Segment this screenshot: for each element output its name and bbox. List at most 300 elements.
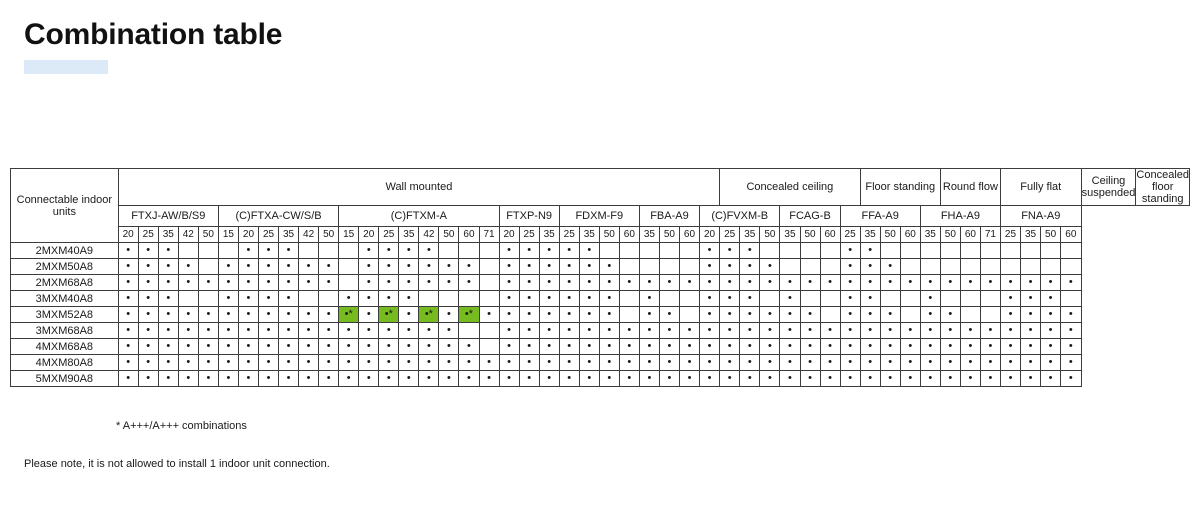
table-header [11,169,1190,243]
combination-cell [619,259,639,275]
dot-marker: • [948,340,953,353]
combination-cell [559,307,579,323]
dot-marker: • [1008,372,1013,385]
dot-marker: • [527,292,532,305]
model-header: FFA-A9 [840,206,920,227]
combination-cell [258,259,278,275]
combination-cell [700,371,720,387]
combination-cell [399,355,419,371]
dot-marker: • [266,260,271,273]
combination-cell [599,339,619,355]
combination-cell [178,291,198,307]
combination-cell [820,307,840,323]
dot-marker: • [206,308,211,321]
combination-cell [138,291,158,307]
combination-cell [138,323,158,339]
dot-marker: • [607,308,612,321]
row-label: 3MXM40A8 [11,291,119,307]
dot-marker: • [667,324,672,337]
dot-marker: • [126,372,131,385]
combination-cell [399,275,419,291]
combination-cell [499,339,519,355]
combination-cell [880,371,900,387]
combination-cell [279,259,299,275]
combination-cell [319,371,339,387]
combination-cell [720,323,740,339]
dot-marker: • [647,292,652,305]
dot-marker: • [747,356,752,369]
dot-marker: • [326,276,331,289]
combination-cell [1041,371,1061,387]
dot-marker: • [186,372,191,385]
dot-marker: • [888,308,893,321]
dot-marker: • [226,308,231,321]
dot-marker: • [126,356,131,369]
combination-cell [639,355,659,371]
dot-marker: • [727,340,732,353]
combination-cell [379,259,399,275]
combination-cell [238,307,258,323]
model-header: FTXJ-AW/B/S9 [118,206,218,227]
dot-marker: • [868,356,873,369]
dot-marker: • [667,308,672,321]
combination-cell [700,323,720,339]
dot-marker: • [687,276,692,289]
capacity-header: 25 [519,227,539,243]
combination-cell [659,323,679,339]
capacity-header: 50 [940,227,960,243]
dot-marker: • [707,324,712,337]
dot-marker: • [406,244,411,257]
combination-cell [118,323,138,339]
model-header: (C)FTXM-A [339,206,499,227]
combination-cell [679,243,699,259]
dot-marker: • [1068,372,1073,385]
combination-cell [539,291,559,307]
dot-marker: • [767,308,772,321]
capacity-header: 35 [740,227,760,243]
combination-cell [900,259,920,275]
combination-cell [579,291,599,307]
combination-cell [920,339,940,355]
combination-cell [539,339,559,355]
dot-marker: • [547,276,552,289]
dot-marker: • [346,372,351,385]
combination-cell [940,339,960,355]
combination-cell [519,291,539,307]
dot-marker: • [707,244,712,257]
table-row [11,275,1190,291]
capacity-header: 35 [1021,227,1041,243]
dot-marker: • [547,308,552,321]
dot-marker: • [507,276,511,289]
dot-marker: • [868,340,873,353]
combination-cell [720,371,740,387]
combination-cell [178,275,198,291]
combination-cell [619,275,639,291]
combination-cell [639,291,659,307]
dot-marker: • [828,276,832,289]
dot-marker: • [888,372,893,385]
combination-cell [118,275,138,291]
dot-marker: • [707,276,712,289]
combination-cell [539,259,559,275]
combination-cell [740,323,760,339]
dot-marker: • [286,260,291,273]
combination-cell [1000,355,1020,371]
combination-cell [479,291,499,307]
combination-cell [258,307,278,323]
dot-marker: • [948,276,953,289]
combination-cell [679,275,699,291]
combination-cell [118,243,138,259]
combination-cell [679,307,699,323]
dot-marker: • [487,372,491,385]
dot-marker: • [527,372,532,385]
table-row [11,243,1190,259]
combination-cell [800,243,820,259]
combination-cell [579,307,599,323]
table-row [11,259,1190,275]
capacity-header: 20 [499,227,519,243]
dot-marker: • [326,372,331,385]
model-header: FDXM-F9 [559,206,639,227]
dot-marker: • [146,356,151,369]
dot-marker: • [266,244,271,257]
dot-marker: • [767,372,772,385]
combination-cell [319,243,339,259]
combination-cell [419,275,439,291]
dot-marker: • [687,372,692,385]
dot-marker: • [868,244,873,257]
combination-cell [960,355,980,371]
combination-cell [319,355,339,371]
dot-marker: • [386,292,391,305]
combination-cell [519,323,539,339]
group-header: Fully flat [1000,169,1081,206]
combination-cell [118,355,138,371]
combination-cell [559,243,579,259]
combination-cell [359,323,379,339]
dot-marker: • [246,340,251,353]
header-row-capacities [11,227,1190,243]
combination-cell [800,355,820,371]
combination-cell [760,275,780,291]
dot-marker: • [788,292,792,305]
combination-cell [158,339,178,355]
dot-marker: • [928,356,933,369]
dot-marker: • [306,324,311,337]
combination-cell [659,291,679,307]
combination-cell [659,275,679,291]
capacity-header: 60 [820,227,840,243]
dot-marker: • [607,276,612,289]
footnote-star: * A+++/A+++ combinations [116,420,247,432]
dot-marker: • [928,324,933,337]
capacity-header: 42 [178,227,198,243]
combination-cell [840,291,860,307]
dot-marker: • [808,276,812,289]
dot-marker: • [948,308,953,321]
combination-cell [499,275,519,291]
combination-cell [258,291,278,307]
dot-marker: • [828,324,832,337]
dot-marker: • [286,324,291,337]
combination-cell [379,339,399,355]
combination-cell [619,323,639,339]
combination-cell [900,323,920,339]
combination-cell [319,291,339,307]
dot-marker: • [447,308,451,321]
table-row [11,339,1190,355]
combination-cell [880,339,900,355]
combination-cell [559,275,579,291]
combination-cell [439,323,459,339]
dot-marker: • [828,340,832,353]
combination-cell [820,355,840,371]
dot-marker: • [788,276,792,289]
dot-marker: • [306,308,311,321]
combination-cell [439,275,459,291]
combination-cell [619,307,639,323]
dot-marker: • [166,260,171,273]
dot-marker: • [1048,356,1053,369]
model-header: FHA-A9 [920,206,1000,227]
combination-table [10,168,1190,387]
combination-cell [359,259,379,275]
combination-cell [619,243,639,259]
combination-cell [379,307,399,323]
dot-marker: • [527,324,532,337]
dot-marker: • [386,324,391,337]
dot-marker: • [607,340,612,353]
dot-marker: • [747,308,752,321]
model-header: (C)FVXM-B [700,206,780,227]
footnote-note: Please note, it is not allowed to install 1 indoor unit connection. [24,458,330,470]
combination-cell [479,339,499,355]
combination-cell [920,323,940,339]
capacity-header: 60 [679,227,699,243]
dot-marker: • [868,308,873,321]
dot-marker: • [326,324,331,337]
combination-cell [138,339,158,355]
dot-marker: • [266,308,271,321]
capacity-header: 50 [198,227,218,243]
combination-cell [740,339,760,355]
combination-cell [279,323,299,339]
dot-marker: • [366,324,371,337]
combination-cell [679,355,699,371]
capacity-header: 35 [920,227,940,243]
combination-cell [218,275,238,291]
combination-cell [940,355,960,371]
dot-marker: • [467,372,471,385]
combination-cell [720,307,740,323]
dot-marker: • [1068,276,1073,289]
dot-marker: • [848,340,853,353]
capacity-header: 20 [359,227,379,243]
combination-cell [780,355,800,371]
combination-cell [479,323,499,339]
combination-cell [279,291,299,307]
combination-cell [1021,243,1041,259]
dot-marker: • [226,356,231,369]
dot-marker: • [988,276,993,289]
combination-cell [258,243,278,259]
group-header: Floor standing [860,169,940,206]
dot-marker: • [567,324,572,337]
combination-cell [1061,355,1081,371]
dot-marker: • [888,324,893,337]
combination-cell [559,371,579,387]
dot-marker: • [1048,340,1053,353]
dot-marker: • [547,356,552,369]
combination-cell [218,371,238,387]
combination-cell [720,275,740,291]
table-body [11,243,1190,387]
combination-cell [319,307,339,323]
combination-cell [238,371,258,387]
dot-marker: • [1028,292,1033,305]
dot-marker: • [406,276,411,289]
dot-marker: • [186,340,191,353]
combination-cell [138,243,158,259]
row-label: 4MXM80A8 [11,355,119,371]
dot-marker: • [1028,324,1033,337]
combination-cell [519,243,539,259]
dot-marker: • [146,260,151,273]
combination-cell [780,243,800,259]
dot-marker: • [687,356,692,369]
combination-cell [479,371,499,387]
combination-cell [559,323,579,339]
page-title: Combination table [24,18,283,51]
combination-cell [539,323,559,339]
combination-cell [198,339,218,355]
dot-marker: • [1048,292,1053,305]
combination-cell [599,259,619,275]
dot-marker: • [1048,308,1053,321]
dot-marker: • [567,356,572,369]
combination-cell [499,307,519,323]
dot-marker: • [447,324,451,337]
capacity-header: 60 [1061,227,1081,243]
capacity-header: 15 [218,227,238,243]
dot-marker: • [848,372,853,385]
dot-marker: • [266,276,271,289]
dot-marker: • [406,372,411,385]
combination-cell [279,339,299,355]
combination-cell [940,259,960,275]
dot-marker: • [126,244,131,257]
dot-marker: • [166,372,171,385]
combination-cell [459,243,479,259]
combination-cell [479,259,499,275]
combination-cell [880,323,900,339]
combination-cell [1041,275,1061,291]
capacity-header: 20 [118,227,138,243]
combination-cell [279,355,299,371]
dot-marker: • [727,308,732,321]
combination-cell [1021,275,1041,291]
dot-marker: • [647,324,652,337]
combination-cell [900,371,920,387]
combination-cell [459,259,479,275]
dot-marker: • [647,308,652,321]
dot-marker: • [146,340,151,353]
dot-marker: • [286,372,291,385]
table-row [11,323,1190,339]
dot-marker: • [447,340,451,353]
combination-cell [218,259,238,275]
dot-marker: • [888,276,893,289]
combination-cell [679,291,699,307]
combination-cell [900,307,920,323]
dot-marker: • [366,244,371,257]
dot-marker: • [607,372,612,385]
combination-cell [659,243,679,259]
combination-cell [940,275,960,291]
combination-cell [940,243,960,259]
dot-marker: • [727,324,732,337]
combination-cell [619,355,639,371]
combination-cell [519,259,539,275]
dot-marker: • [928,340,933,353]
combination-cell [700,339,720,355]
combination-cell [379,323,399,339]
combination-cell [800,307,820,323]
dot-marker: • [868,276,873,289]
model-header: FCAG-B [780,206,840,227]
combination-cell [1061,243,1081,259]
dot-marker: • [767,276,772,289]
dot-marker: • [426,276,431,289]
dot-marker: • [406,324,411,337]
combination-cell [1000,259,1020,275]
combination-cell [379,371,399,387]
combination-cell [459,291,479,307]
dot-marker: • [266,324,271,337]
dot-marker: • [266,372,271,385]
dot-marker: • [908,340,913,353]
dot-marker: • [767,340,772,353]
combination-cell [960,371,980,387]
dot-marker: • [808,356,812,369]
combination-cell [218,243,238,259]
combination-cell [359,355,379,371]
combination-cell [258,323,278,339]
combination-cell [1000,275,1020,291]
combination-cell [840,371,860,387]
combination-cell [700,355,720,371]
combination-cell [279,243,299,259]
combination-cell [720,339,740,355]
combination-cell [359,275,379,291]
dot-marker: • [848,356,853,369]
combination-cell [780,259,800,275]
combination-cell [238,291,258,307]
corner-header-line1: Connectable indoor [16,193,113,206]
corner-header-line2: units [52,205,76,218]
combination-cell [960,275,980,291]
dot-marker: • [1048,372,1053,385]
model-header: FTXP-N9 [499,206,559,227]
combination-cell [158,243,178,259]
dot-marker: • [567,244,572,257]
combination-cell [419,243,439,259]
dot-marker: • [426,356,431,369]
dot-marker: • [386,276,391,289]
